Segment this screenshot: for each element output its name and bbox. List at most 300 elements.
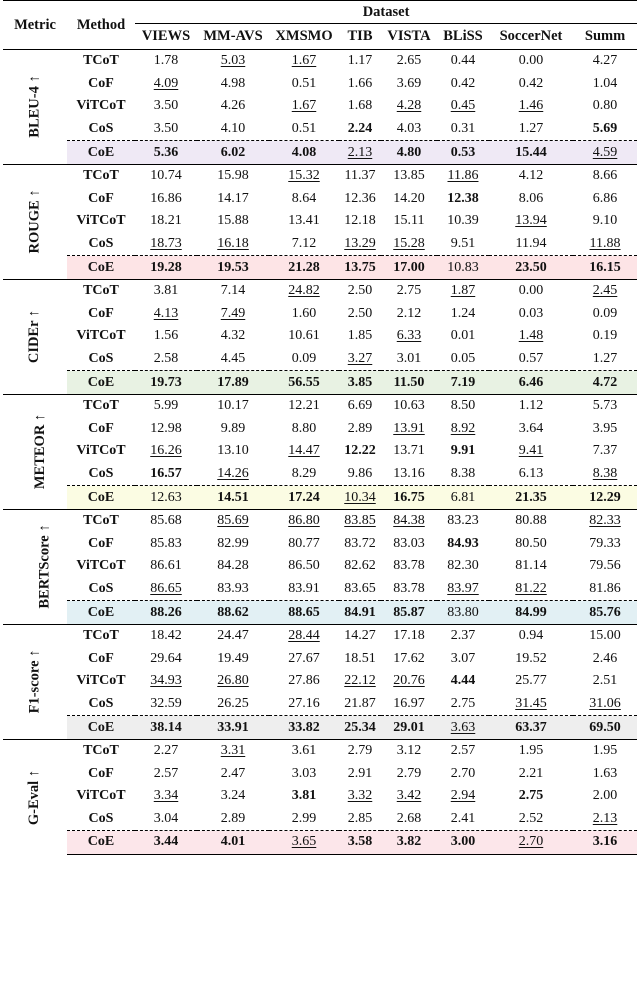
value-cell xyxy=(489,831,573,855)
cell-value: 6.81 xyxy=(450,489,476,505)
value-cell xyxy=(269,141,339,165)
value-cell xyxy=(269,303,339,326)
cell-value: 13.41 xyxy=(288,213,320,229)
value-cell xyxy=(197,578,269,601)
value-cell xyxy=(197,647,269,670)
cell-value: 21.28 xyxy=(288,259,320,275)
table-row xyxy=(3,279,637,302)
cell-value: 1.68 xyxy=(347,98,373,114)
cell-value: 82.33 xyxy=(589,513,621,529)
cell-value: 80.77 xyxy=(288,535,320,551)
value-cell xyxy=(135,532,197,555)
table-row xyxy=(3,164,637,187)
cell-value: 2.79 xyxy=(396,765,422,781)
value-cell xyxy=(573,808,637,831)
value-cell xyxy=(489,716,573,740)
cell-value: 1.04 xyxy=(592,75,618,91)
value-cell xyxy=(197,95,269,118)
value-cell xyxy=(197,463,269,486)
cell-value: 79.56 xyxy=(589,558,621,574)
value-cell xyxy=(339,394,381,417)
value-cell xyxy=(135,693,197,716)
value-cell xyxy=(269,762,339,785)
method-cell: CoF xyxy=(88,190,114,206)
value-cell xyxy=(573,303,637,326)
cell-value: 4.45 xyxy=(220,351,246,367)
cell-value: 18.42 xyxy=(150,628,182,644)
cell-value: 1.48 xyxy=(518,328,544,344)
cell-value: 2.91 xyxy=(347,765,373,781)
cell-value: 3.12 xyxy=(396,743,422,759)
cell-value: 7.19 xyxy=(450,374,476,390)
table-row xyxy=(3,348,637,371)
value-cell xyxy=(381,831,437,855)
value-cell xyxy=(437,739,489,762)
cell-value: 5.69 xyxy=(592,121,618,137)
cell-value: 1.60 xyxy=(291,305,317,321)
cell-value: 13.10 xyxy=(217,443,249,459)
cell-value: 3.61 xyxy=(291,743,317,759)
value-cell xyxy=(437,233,489,256)
value-cell xyxy=(135,73,197,96)
cell-value: 1.95 xyxy=(518,743,544,759)
table-row xyxy=(3,555,637,578)
cell-value: 1.78 xyxy=(153,53,179,69)
cell-value: 84.99 xyxy=(515,604,547,620)
cell-value: 0.00 xyxy=(518,53,544,69)
metric-label: ROUGE ↑ xyxy=(26,189,43,254)
value-cell xyxy=(197,141,269,165)
value-cell xyxy=(339,141,381,165)
method-cell: TCoT xyxy=(67,509,135,532)
method-cell: ViTCoT xyxy=(76,673,126,689)
cell-value: 12.63 xyxy=(150,489,182,505)
value-cell xyxy=(437,394,489,417)
cell-value: 83.85 xyxy=(344,513,376,529)
cell-value: 9.10 xyxy=(592,213,618,229)
dataset-column-xmsmo: XMSMO xyxy=(275,28,333,44)
cell-value: 0.03 xyxy=(518,305,544,321)
value-cell xyxy=(197,371,269,395)
cell-value: 2.65 xyxy=(396,53,422,69)
cell-value: 17.18 xyxy=(393,628,425,644)
cell-value: 10.17 xyxy=(217,398,249,414)
value-cell xyxy=(489,486,573,510)
value-cell xyxy=(489,325,573,348)
cell-value: 3.82 xyxy=(396,834,422,850)
cell-value: 1.66 xyxy=(347,75,373,91)
cell-value: 2.24 xyxy=(347,121,373,137)
metric-label: CIDEr ↑ xyxy=(26,310,43,364)
cell-value: 16.26 xyxy=(150,443,182,459)
cell-value: 3.27 xyxy=(347,351,373,367)
value-cell xyxy=(381,486,437,510)
value-cell xyxy=(437,418,489,441)
cell-value: 0.51 xyxy=(291,121,317,137)
cell-value: 14.17 xyxy=(217,190,249,206)
cell-value: 1.27 xyxy=(518,121,544,137)
value-cell xyxy=(381,785,437,808)
cell-value: 84.93 xyxy=(447,535,479,551)
cell-value: 15.32 xyxy=(288,168,320,184)
cell-value: 8.38 xyxy=(450,465,476,481)
value-cell xyxy=(197,303,269,326)
cell-value: 4.72 xyxy=(592,374,618,390)
cell-value: 14.51 xyxy=(217,489,249,505)
cell-value: 0.94 xyxy=(518,628,544,644)
table-row xyxy=(3,509,637,532)
method-cell: CoF xyxy=(88,305,114,321)
cell-value: 1.27 xyxy=(592,351,618,367)
value-cell xyxy=(381,808,437,831)
metric-cell xyxy=(3,50,67,165)
value-cell xyxy=(339,578,381,601)
cell-value: 8.38 xyxy=(592,465,618,481)
value-cell xyxy=(573,716,637,740)
cell-value: 2.45 xyxy=(592,283,618,299)
value-cell xyxy=(381,624,437,647)
cell-value: 20.76 xyxy=(393,673,425,689)
value-cell xyxy=(135,624,197,647)
cell-value: 34.93 xyxy=(150,673,182,689)
value-cell xyxy=(135,440,197,463)
cell-value: 4.01 xyxy=(220,834,246,850)
cell-value: 4.09 xyxy=(153,75,179,91)
cell-value: 2.75 xyxy=(450,695,476,711)
dataset-column-views: VIEWS xyxy=(141,28,191,44)
cell-value: 8.80 xyxy=(291,420,317,436)
cell-value: 15.00 xyxy=(589,628,621,644)
method-cell: CoF xyxy=(88,75,114,91)
value-cell xyxy=(489,601,573,625)
value-cell xyxy=(197,808,269,831)
cell-value: 85.76 xyxy=(589,604,621,620)
cell-value: 13.94 xyxy=(515,213,547,229)
cell-value: 83.23 xyxy=(447,513,479,529)
value-cell xyxy=(437,693,489,716)
results-table xyxy=(3,0,637,855)
method-header: Method xyxy=(67,1,135,50)
value-cell xyxy=(573,348,637,371)
value-cell xyxy=(381,762,437,785)
value-cell xyxy=(339,348,381,371)
cell-value: 10.83 xyxy=(447,259,479,275)
value-cell xyxy=(339,624,381,647)
value-cell xyxy=(381,210,437,233)
method-cell: ViTCoT xyxy=(76,558,126,574)
cell-value: 2.50 xyxy=(347,305,373,321)
cell-value: 2.27 xyxy=(153,743,179,759)
value-cell xyxy=(269,808,339,831)
table-row xyxy=(3,785,637,808)
value-cell xyxy=(269,486,339,510)
cell-value: 2.70 xyxy=(450,765,476,781)
cell-value: 1.67 xyxy=(291,98,317,114)
cell-value: 29.01 xyxy=(393,719,425,735)
value-cell xyxy=(489,463,573,486)
cell-value: 5.36 xyxy=(153,144,179,160)
value-cell xyxy=(135,256,197,280)
value-cell xyxy=(573,440,637,463)
value-cell xyxy=(269,532,339,555)
cell-value: 9.89 xyxy=(220,420,246,436)
value-cell xyxy=(573,325,637,348)
cell-value: 16.97 xyxy=(393,695,425,711)
method-cell: ViTCoT xyxy=(76,213,126,229)
value-cell xyxy=(269,256,339,280)
value-cell xyxy=(339,233,381,256)
value-cell xyxy=(135,95,197,118)
cell-value: 7.12 xyxy=(291,236,317,252)
cell-value: 23.50 xyxy=(515,259,547,275)
value-cell xyxy=(135,739,197,762)
value-cell xyxy=(135,670,197,693)
cell-value: 3.65 xyxy=(291,834,317,850)
cell-value: 1.46 xyxy=(518,98,544,114)
cell-value: 27.16 xyxy=(288,695,320,711)
cell-value: 83.72 xyxy=(344,535,376,551)
cell-value: 4.08 xyxy=(291,144,317,160)
table-row xyxy=(3,394,637,417)
value-cell xyxy=(437,188,489,211)
value-cell xyxy=(135,394,197,417)
value-cell xyxy=(437,371,489,395)
value-cell xyxy=(437,647,489,670)
cell-value: 83.80 xyxy=(447,604,479,620)
cell-value: 2.89 xyxy=(220,810,246,826)
cell-value: 6.33 xyxy=(396,328,422,344)
cell-value: 3.81 xyxy=(153,283,179,299)
cell-value: 86.80 xyxy=(288,513,320,529)
table-row xyxy=(3,808,637,831)
cell-value: 3.58 xyxy=(347,834,373,850)
cell-value: 17.62 xyxy=(393,650,425,666)
value-cell xyxy=(339,188,381,211)
value-cell xyxy=(269,348,339,371)
value-cell xyxy=(573,95,637,118)
value-cell xyxy=(573,50,637,73)
cell-value: 12.36 xyxy=(344,190,376,206)
cell-value: 3.85 xyxy=(347,374,373,390)
cell-value: 17.89 xyxy=(217,374,249,390)
value-cell xyxy=(197,693,269,716)
value-cell xyxy=(573,118,637,141)
cell-value: 6.86 xyxy=(592,190,618,206)
cell-value: 83.65 xyxy=(344,580,376,596)
cell-value: 1.87 xyxy=(450,283,476,299)
cell-value: 12.29 xyxy=(589,489,621,505)
table-row xyxy=(3,463,637,486)
cell-value: 86.65 xyxy=(150,580,182,596)
value-cell xyxy=(269,624,339,647)
value-cell xyxy=(197,509,269,532)
value-cell xyxy=(437,486,489,510)
value-cell xyxy=(381,578,437,601)
value-cell xyxy=(197,418,269,441)
value-cell xyxy=(339,808,381,831)
value-cell xyxy=(339,532,381,555)
value-cell xyxy=(269,325,339,348)
value-cell xyxy=(197,348,269,371)
dataset-column-vista: VISTA xyxy=(387,28,431,44)
cell-value: 4.10 xyxy=(220,121,246,137)
value-cell xyxy=(489,693,573,716)
cell-value: 8.64 xyxy=(291,190,317,206)
cell-value: 14.20 xyxy=(393,190,425,206)
cell-value: 31.06 xyxy=(589,695,621,711)
cell-value: 3.63 xyxy=(450,719,476,735)
cell-value: 85.83 xyxy=(150,535,182,551)
table-row xyxy=(3,118,637,141)
value-cell xyxy=(269,739,339,762)
method-cell: CoE xyxy=(67,716,135,740)
cell-value: 3.00 xyxy=(450,834,476,850)
cell-value: 2.50 xyxy=(347,283,373,299)
value-cell xyxy=(489,624,573,647)
value-cell xyxy=(489,279,573,302)
value-cell xyxy=(381,394,437,417)
value-cell xyxy=(381,693,437,716)
value-cell xyxy=(573,739,637,762)
method-cell: ViTCoT xyxy=(76,788,126,804)
value-cell xyxy=(381,256,437,280)
table-row xyxy=(3,601,637,625)
value-cell xyxy=(573,601,637,625)
cell-value: 17.24 xyxy=(288,489,320,505)
metric-cell xyxy=(3,394,67,509)
cell-value: 28.44 xyxy=(288,628,320,644)
cell-value: 4.32 xyxy=(220,328,246,344)
value-cell xyxy=(489,440,573,463)
value-cell xyxy=(437,670,489,693)
value-cell xyxy=(437,348,489,371)
value-cell xyxy=(489,371,573,395)
cell-value: 3.95 xyxy=(592,420,618,436)
cell-value: 9.86 xyxy=(347,465,373,481)
value-cell xyxy=(135,141,197,165)
cell-value: 13.85 xyxy=(393,168,425,184)
value-cell xyxy=(573,463,637,486)
value-cell xyxy=(135,463,197,486)
cell-value: 8.92 xyxy=(450,420,476,436)
cell-value: 26.25 xyxy=(217,695,249,711)
cell-value: 3.64 xyxy=(518,420,544,436)
cell-value: 4.59 xyxy=(592,144,618,160)
value-cell xyxy=(135,233,197,256)
value-cell xyxy=(573,624,637,647)
value-cell xyxy=(135,509,197,532)
value-cell xyxy=(381,716,437,740)
cell-value: 86.61 xyxy=(150,558,182,574)
metric-cell xyxy=(3,624,67,739)
table-row xyxy=(3,50,637,73)
cell-value: 3.44 xyxy=(153,834,179,850)
cell-value: 81.86 xyxy=(589,580,621,596)
cell-value: 17.00 xyxy=(393,259,425,275)
cell-value: 7.37 xyxy=(592,443,618,459)
value-cell xyxy=(135,371,197,395)
cell-value: 6.02 xyxy=(220,144,246,160)
value-cell xyxy=(269,210,339,233)
cell-value: 12.22 xyxy=(344,443,376,459)
value-cell xyxy=(437,73,489,96)
value-cell xyxy=(197,164,269,187)
value-cell xyxy=(269,831,339,855)
table-row xyxy=(3,440,637,463)
cell-value: 79.33 xyxy=(589,535,621,551)
value-cell xyxy=(339,601,381,625)
value-cell xyxy=(489,785,573,808)
dataset-column-bliss: BLiSS xyxy=(443,28,483,44)
value-cell xyxy=(135,303,197,326)
cell-value: 13.91 xyxy=(393,420,425,436)
cell-value: 14.47 xyxy=(288,443,320,459)
cell-value: 15.44 xyxy=(515,144,547,160)
value-cell xyxy=(135,831,197,855)
value-cell xyxy=(135,555,197,578)
cell-value: 7.14 xyxy=(220,283,246,299)
value-cell xyxy=(437,141,489,165)
method-cell: CoE xyxy=(67,256,135,280)
value-cell xyxy=(437,303,489,326)
table-header xyxy=(3,1,637,50)
cell-value: 4.28 xyxy=(396,98,422,114)
cell-value: 19.52 xyxy=(515,650,547,666)
method-cell: TCoT xyxy=(67,624,135,647)
cell-value: 12.98 xyxy=(150,420,182,436)
value-cell xyxy=(437,555,489,578)
cell-value: 33.91 xyxy=(217,719,249,735)
value-cell xyxy=(339,509,381,532)
value-cell xyxy=(573,831,637,855)
cell-value: 83.78 xyxy=(393,580,425,596)
value-cell xyxy=(269,463,339,486)
table-body xyxy=(3,50,637,855)
value-cell xyxy=(197,256,269,280)
cell-value: 3.24 xyxy=(220,788,246,804)
value-cell xyxy=(573,555,637,578)
table-row xyxy=(3,73,637,96)
value-cell xyxy=(437,624,489,647)
cell-value: 2.57 xyxy=(153,765,179,781)
cell-value: 13.16 xyxy=(393,465,425,481)
cell-value: 19.49 xyxy=(217,650,249,666)
metric-label: METEOR ↑ xyxy=(32,414,49,490)
cell-value: 3.01 xyxy=(396,351,422,367)
cell-value: 2.94 xyxy=(450,788,476,804)
cell-value: 18.51 xyxy=(344,650,376,666)
value-cell xyxy=(197,739,269,762)
value-cell xyxy=(197,440,269,463)
value-cell xyxy=(437,164,489,187)
table-row xyxy=(3,578,637,601)
value-cell xyxy=(381,371,437,395)
cell-value: 81.14 xyxy=(515,558,547,574)
cell-value: 29.64 xyxy=(150,650,182,666)
cell-value: 2.00 xyxy=(592,788,618,804)
method-cell: ViTCoT xyxy=(76,98,126,114)
metric-cell xyxy=(3,739,67,854)
value-cell xyxy=(135,808,197,831)
value-cell xyxy=(197,279,269,302)
table-row xyxy=(3,95,637,118)
value-cell xyxy=(489,808,573,831)
table-row xyxy=(3,624,637,647)
cell-value: 0.19 xyxy=(592,328,618,344)
cell-value: 4.27 xyxy=(592,53,618,69)
method-cell: CoS xyxy=(88,236,114,252)
value-cell xyxy=(269,509,339,532)
